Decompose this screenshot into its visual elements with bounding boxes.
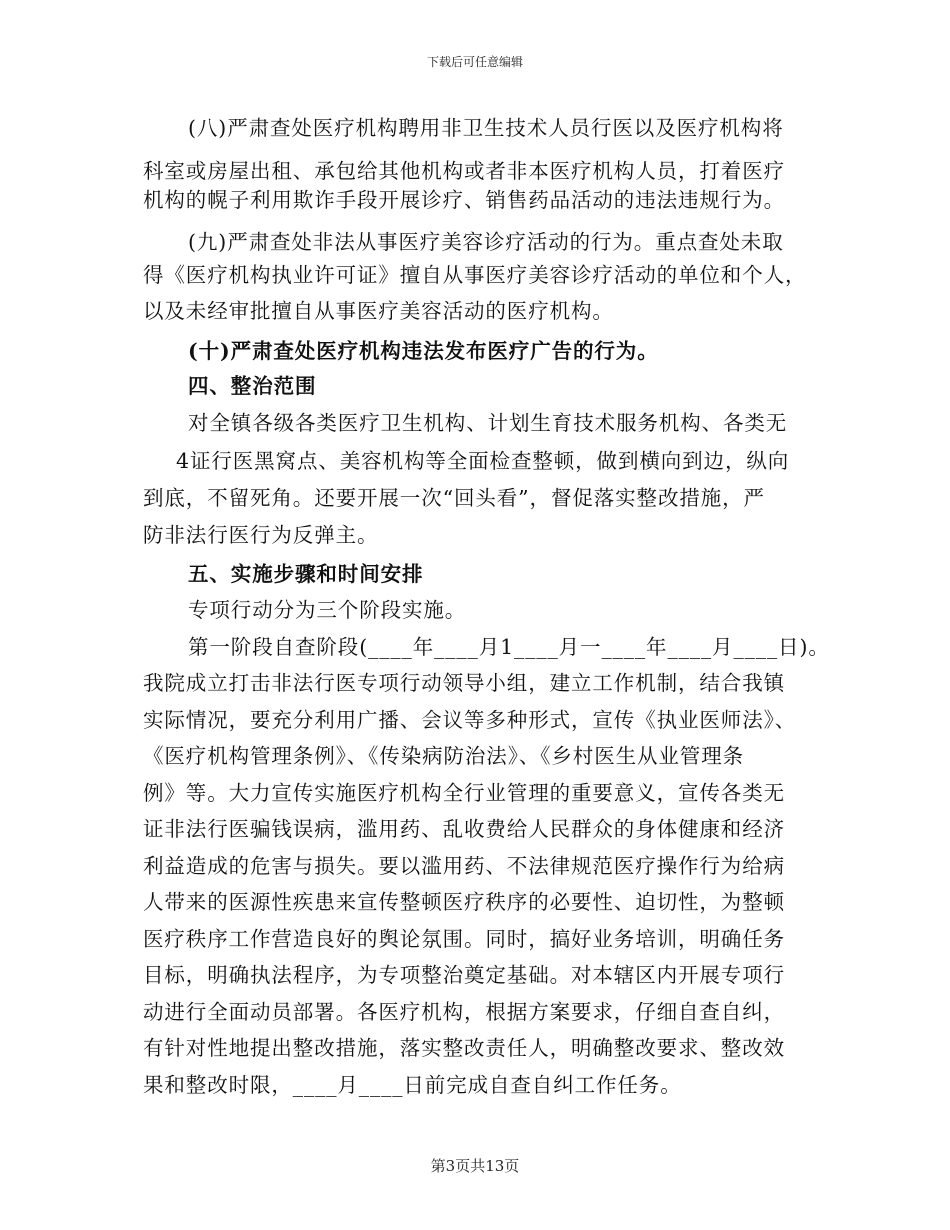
text-line: 证非法行医骗钱误病，滥用药、乱收费给人民群众的身体健康和经济	[143, 817, 785, 841]
text-line: 人带来的医源性疾患来宣传整顿医疗秩序的必要性、迫切性，为整顿	[143, 890, 785, 914]
text-line: 专项行动分为三个阶段实施。	[188, 598, 467, 622]
text-line: 以及未经审批擅自从事医疗美容活动的医疗机构。	[143, 299, 614, 323]
text-line: 利益造成的危害与损失。要以滥用药、不法律规范医疗操作行为给病	[143, 854, 785, 878]
text-line: (八)严肃查处医疗机构聘用非卫生技术人员行医以及医疗机构将	[188, 116, 784, 140]
section-heading: 五、实施步骤和时间安排	[188, 562, 424, 586]
section-heading: 四、整治范围	[188, 374, 317, 398]
text-line: 果和整改时限，____月____日前完成自查自纠工作任务。	[143, 1073, 682, 1097]
page-header: 下载后可任意编辑	[426, 55, 523, 69]
text-line: 第一阶段自查阶段(____年____月1____月一____年____月____日)。	[188, 635, 830, 659]
text-line: 《医疗机构管理条例》、《传染病防治法》、《乡村医生从业管理条	[143, 744, 744, 768]
text-line: 实际情况，要充分利用广播、会议等多种形式，宣传《执业医师法》、	[143, 708, 797, 732]
text-line: 我院成立打击非法行医专项行动领导小组，建立工作机制，结合我镇	[143, 671, 785, 695]
text-line: 防非法行医行为反弹主。	[143, 523, 379, 547]
text-line: 机构的幌子利用欺诈手段开展诊疗、销售药品活动的违法违规行为。	[143, 188, 785, 212]
text-line: 科室或房屋出租、承包给其他机构或者非本医疗机构人员，打着医疗	[143, 159, 785, 183]
text-line: 有针对性地提出整改措施，落实整改责任人，明确整改要求、整改效	[143, 1036, 785, 1060]
text-line: 到底，不留死角。还要开展一次“回头看”，督促落实整改措施，严	[143, 486, 765, 510]
text-line: 得《医疗机构执业许可证》擅自从事医疗美容诊疗活动的单位和个人，	[143, 263, 807, 287]
text-line: 4证行医黑窝点、美容机构等全面检查整顿，做到横向到边，纵向	[176, 449, 790, 473]
text-line: 对全镇各级各类医疗卫生机构、计划生育技术服务机构、各类无	[188, 411, 788, 435]
text-line: 动进行全面动员部署。各医疗机构，根据方案要求，仔细自查自纠，	[143, 1000, 785, 1024]
text-line: 医疗秩序工作营造良好的舆论氛围。同时，搞好业务培训，明确任务	[143, 927, 785, 951]
subheading: (十)严肃查处医疗机构违法发布医疗广告的行为。	[188, 339, 659, 363]
text-line: 目标，明确执法程序，为专项整治奠定基础。对本辖区内开展专项行	[143, 963, 785, 987]
text-line: 例》等。大力宣传实施医疗机构全行业管理的重要意义，宣传各类无	[143, 781, 785, 805]
page-number: 第3页共13页	[430, 1157, 520, 1175]
text-line: (九)严肃查处非法从事医疗美容诊疗活动的行为。重点查处未取	[188, 230, 784, 254]
